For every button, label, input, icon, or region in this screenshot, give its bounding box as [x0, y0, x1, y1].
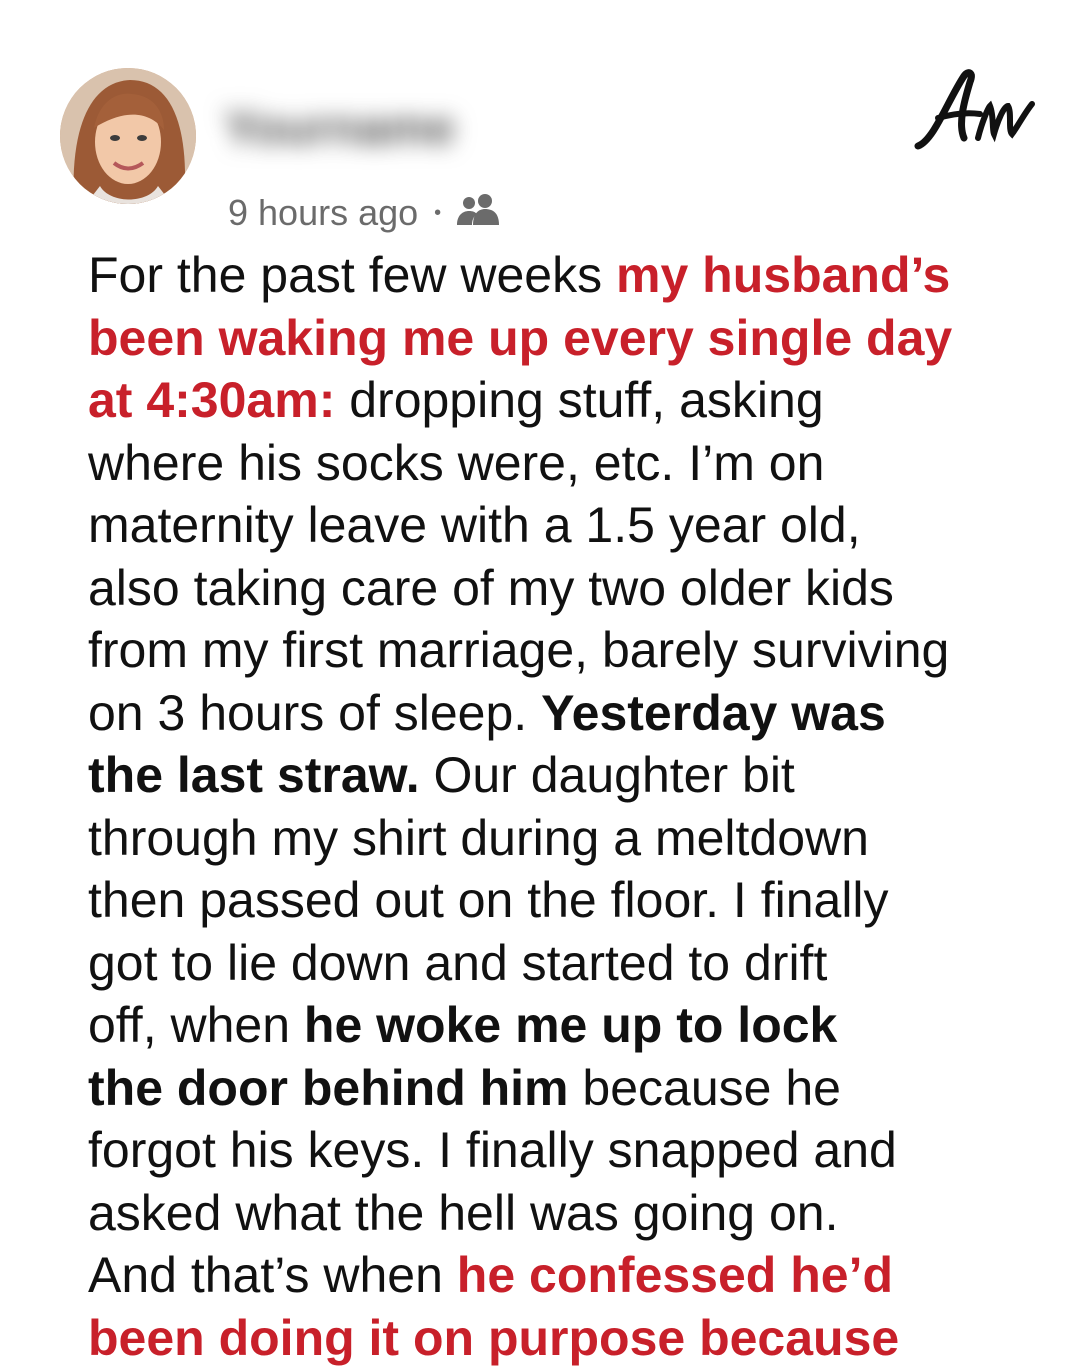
bold-text: the last straw.: [88, 747, 420, 803]
body-text: on 3 hours of sleep.: [88, 685, 541, 741]
username[interactable]: Yourname: [224, 104, 664, 154]
body-text: because he: [569, 1060, 841, 1116]
timestamp[interactable]: 9 hours ago: [228, 192, 418, 234]
body-text: For the past few weeks: [88, 247, 616, 303]
body-text: where his socks were, etc. I’m on: [88, 435, 824, 491]
body-text: also taking care of my two older kids: [88, 560, 894, 616]
post-line: [88, 1119, 1048, 1182]
body-text: from my first marriage, barely surviving: [88, 622, 949, 678]
post-line: [88, 557, 1048, 620]
bold-text: the door behind him: [88, 1060, 569, 1116]
post-text: [88, 244, 1048, 1369]
post-line: [88, 744, 1048, 807]
avatar[interactable]: [60, 68, 196, 204]
body-text: through my shirt during a meltdown: [88, 810, 869, 866]
body-text: dropping stuff, asking: [335, 372, 823, 428]
highlight-text: been waking me up every single day: [88, 310, 952, 366]
body-text: maternity leave with a 1.5 year old,: [88, 497, 861, 553]
post-line: [88, 932, 1048, 995]
post-line: [88, 432, 1048, 495]
post-line: [88, 682, 1048, 745]
body-text: got to lie down and started to drift: [88, 935, 827, 991]
post-line: [88, 1244, 1048, 1307]
body-text: off, when: [88, 997, 304, 1053]
post-line: [88, 619, 1048, 682]
post-line: [88, 244, 1048, 307]
post-meta: [228, 188, 501, 238]
post-line: [88, 1182, 1048, 1245]
post-line: [88, 494, 1048, 557]
bold-text: he woke me up to lock: [304, 997, 837, 1053]
body-text: asked what the hell was going on.: [88, 1185, 839, 1241]
body-text: then passed out on the floor. I finally: [88, 872, 889, 928]
post-line: [88, 869, 1048, 932]
highlight-text: he confessed he’d: [457, 1247, 893, 1303]
post-line: [88, 369, 1048, 432]
site-logo: [908, 60, 1040, 160]
body-text: Our daughter bit: [420, 747, 795, 803]
post-line: [88, 1057, 1048, 1120]
body-text: forgot his keys. I finally snapped and: [88, 1122, 897, 1178]
post-line: [88, 807, 1048, 870]
friends-icon[interactable]: [455, 191, 501, 236]
post-line: [88, 994, 1048, 1057]
separator: •: [434, 202, 441, 225]
body-text: And that’s when: [88, 1247, 457, 1303]
post-line: [88, 1307, 1048, 1369]
post-line: [88, 307, 1048, 370]
highlight-text: been doing it on purpose because: [88, 1310, 899, 1366]
highlight-text: at 4:30am:: [88, 372, 335, 428]
highlight-text: my husband’s: [616, 247, 950, 303]
bold-text: Yesterday was: [541, 685, 886, 741]
